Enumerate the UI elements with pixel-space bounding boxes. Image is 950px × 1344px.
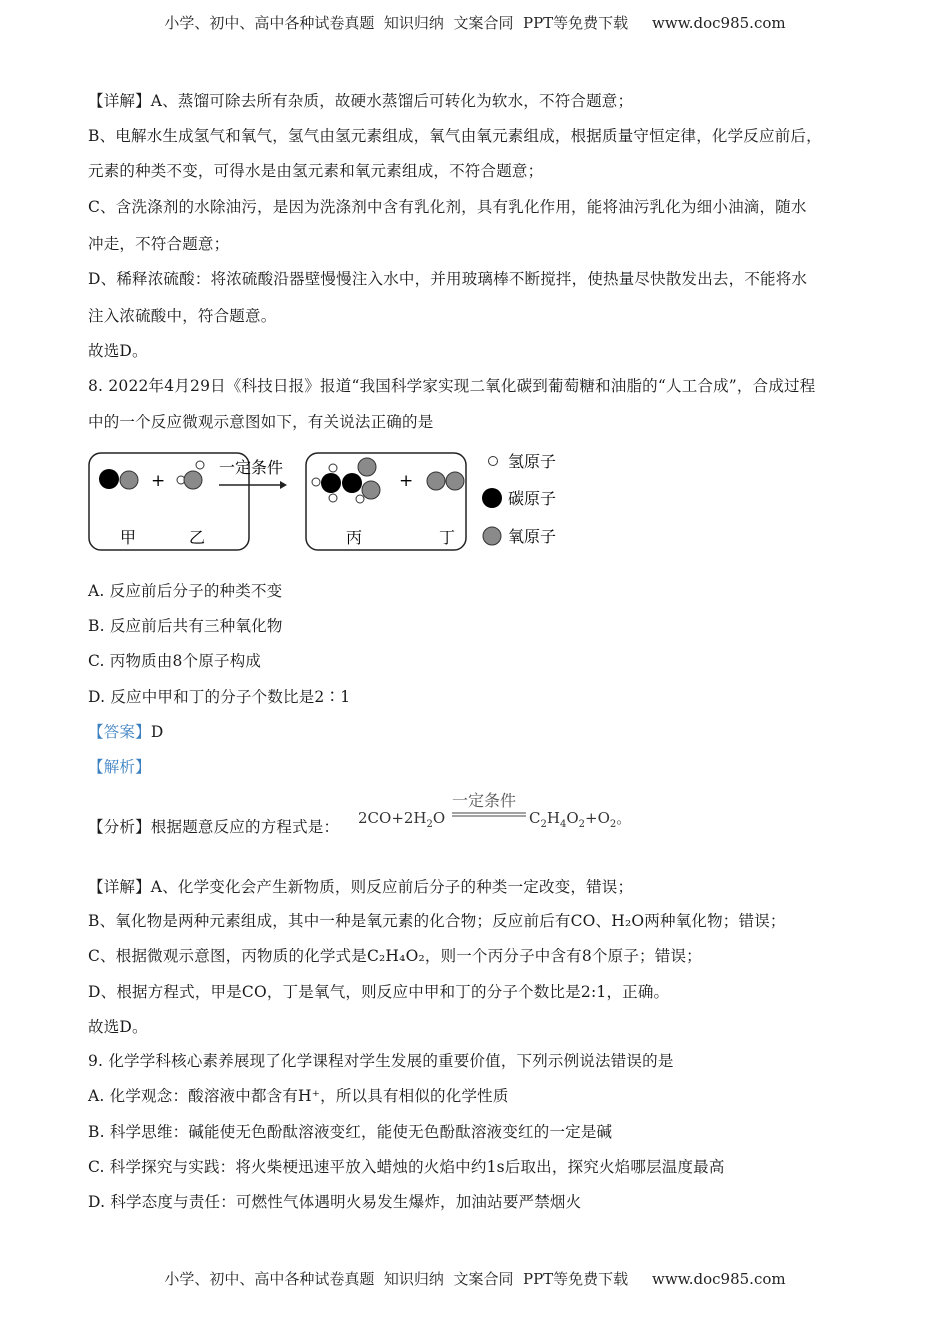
q8-detail-line: B、氧化物是两种元素组成，其中一种是氧元素的化合物；反应前后有CO、H₂O两种氧化物；错误； [88, 912, 786, 930]
oxygen-atom [120, 471, 138, 489]
oxygen-atom [427, 472, 445, 490]
q7-detail-line: C、含洗涤剂的水除油污，是因为洗涤剂中含有乳化剂，具有乳化作用，能将油污乳化为细小油滴，随水 [88, 198, 807, 216]
q7-detail-line: D、稀释浓硫酸：将浓硫酸沿器壁慢慢注入水中，并用玻璃棒不断搅拌，使热量尽快散发出去，不能将水 [88, 270, 808, 288]
analysis-prefix: 【分析】根据题意反应的方程式是： [88, 818, 340, 836]
analysis-label: 【解析】 [88, 758, 151, 776]
q8-option-b: B. 反应前后共有三种氧化物 [88, 617, 283, 635]
q7-detail-line: 【详解】A、蒸馏可除去所有杂质，故硬水蒸馏后可转化为软水，不符合题意； [88, 92, 634, 110]
q8-conclusion: 故选D。 [88, 1018, 148, 1036]
oxygen-atom [362, 481, 380, 499]
q7-detail-line: 元素的种类不变，可得水是由氢元素和氧元素组成，不符合题意； [88, 162, 544, 180]
arrow-head [280, 481, 287, 489]
label-yi: 乙 [189, 528, 206, 547]
q9-stem: 9. 化学学科核心素养展现了化学课程对学生发展的重要价值，下列示例说法错误的是 [88, 1052, 674, 1070]
oxygen-atom [446, 472, 464, 490]
q8-stem-line1: 8. 2022年4月29日《科技日报》报道“我国科学家实现二氧化碳到葡萄糖和油脂的“人工合成”，合成过程 [88, 377, 816, 395]
q9-option-c: C. 科学探究与实践：将火柴梗迅速平放入蜡烛的火焰中约1s后取出，探究火焰哪层温度最高 [88, 1158, 725, 1176]
answer-label: 【答案】 [88, 723, 151, 741]
reaction-diagram [88, 448, 578, 558]
equation-condition: 一定条件 [452, 791, 517, 810]
hydrogen-atom [329, 464, 337, 472]
plus-sign: + [399, 471, 414, 491]
q8-option-d: D. 反应中甲和丁的分子个数比是2∶1 [88, 688, 351, 706]
q9-option-d: D. 科学态度与责任：可燃性气体遇明火易发生爆炸，加油站要严禁烟火 [88, 1193, 582, 1211]
q9-option-b: B. 科学思维：碱能使无色酚酞溶液变红，能使无色酚酞溶液变红的一定是碱 [88, 1123, 613, 1141]
q8-option-c: C. 丙物质由8个原子构成 [88, 652, 262, 670]
oxygen-atom [358, 458, 376, 476]
q8-detail-line: 【详解】A、化学变化会产生新物质，则反应前后分子的种类一定改变，错误； [88, 878, 634, 896]
hydrogen-atom [329, 494, 337, 502]
carbon-atom [342, 473, 362, 493]
legend-carbon-icon [482, 488, 502, 508]
hydrogen-atom [312, 478, 320, 486]
legend-oxygen-icon [483, 527, 501, 545]
q8-stem-line2: 中的一个反应微观示意图如下，有关说法正确的是 [88, 413, 434, 431]
legend-hydrogen-label: 氢原子 [508, 452, 557, 471]
label-jia: 甲 [120, 528, 137, 547]
q7-detail-line: 注入浓硫酸中，符合题意。 [88, 307, 277, 325]
page-footer: 小学、初中、高中各种试卷真题 知识归纳 文案合同 PPT等免费下载 www.doc985.com [164, 1270, 786, 1288]
label-ding: 丁 [439, 528, 456, 547]
q8-option-a: A. 反应前后分子的种类不变 [88, 582, 283, 600]
q8-detail-line: C、根据微观示意图，丙物质的化学式是C₂H₄O₂，则一个丙分子中含有8个原子；错误； [88, 947, 702, 965]
q7-detail-line: B、电解水生成氢气和氧气，氢气由氢元素组成，氧气由氧元素组成，根据质量守恒定律，化学反应前后， [88, 127, 822, 145]
q7-conclusion: 故选D。 [88, 342, 148, 360]
condition-text: 一定条件 [219, 458, 284, 477]
equation-left: $2CO+2H_2O$ [358, 809, 446, 830]
q9-option-a: A. 化学观念：酸溶液中都含有H⁺，所以具有相似的化学性质 [88, 1087, 509, 1105]
q7-detail-line: 冲走，不符合题意； [88, 235, 230, 253]
reaction-equation [356, 788, 656, 838]
legend-hydrogen-icon [489, 457, 498, 466]
q8-answer [88, 721, 868, 743]
carbon-atom [321, 473, 341, 493]
equation-right: $C_2H_4O_2+O_2$。 [529, 809, 632, 830]
legend-oxygen-label: 氧原子 [508, 527, 557, 546]
carbon-atom [99, 469, 119, 489]
q8-detail-line: D、根据方程式，甲是CO，丁是氧气，则反应中甲和丁的分子个数比是2:1，正确。 [88, 983, 670, 1001]
oxygen-atom [184, 471, 202, 489]
plus-sign: + [151, 471, 166, 491]
legend-carbon-label: 碳原子 [508, 489, 557, 508]
page-header: 小学、初中、高中各种试卷真题 知识归纳 文案合同 PPT等免费下载 www.doc985.com [164, 14, 786, 32]
hydrogen-atom [196, 461, 204, 469]
answer-value: D [150, 723, 164, 741]
label-bing: 丙 [346, 528, 363, 547]
hydrogen-atom [356, 495, 364, 503]
